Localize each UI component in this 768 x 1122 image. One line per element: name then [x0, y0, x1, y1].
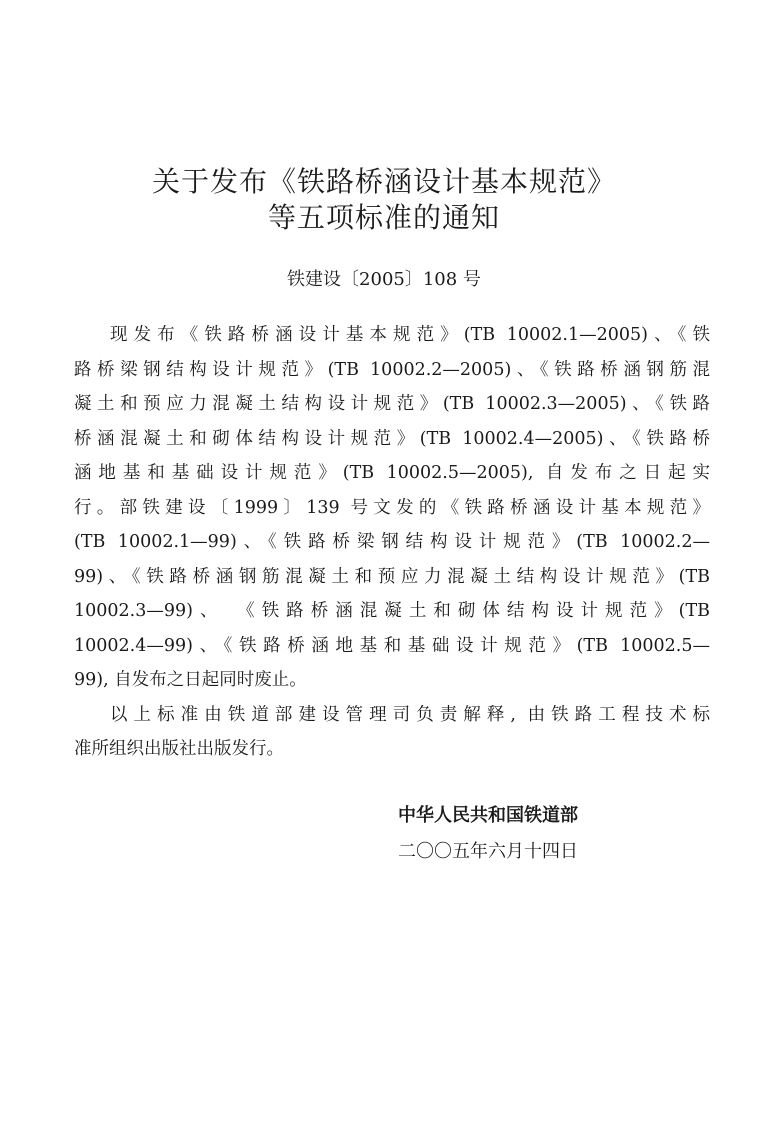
paragraph-1-line: 凝土和预应力混凝土结构设计规范》(TB 10002.3—2005)、《铁路	[74, 394, 710, 414]
paragraph-1-line: (TB 10002.1—99)、《铁路桥梁钢结构设计规范》(TB 10002.2—	[74, 532, 710, 552]
paragraph-2-line: 以上标准由铁道部建设管理司负责解释, 由铁路工程技术标	[110, 704, 710, 725]
paragraph-1-line: 99), 自发布之日起同时废止。	[74, 670, 307, 690]
paragraph-1-line: 现发布《铁路桥涵设计基本规范》(TB 10002.1—2005)、《铁	[110, 325, 710, 345]
notice-title-line-2: 等五项标准的通知	[267, 201, 500, 234]
paragraph-1-line: 涵地基和基础设计规范》(TB 10002.5—2005), 自发布之日起实	[74, 463, 710, 483]
notice-title-line-1: 关于发布《铁路桥涵设计基本规范》	[151, 165, 616, 198]
issuer-name: 中华人民共和国铁道部	[398, 805, 578, 826]
paragraph-1-line: 10002.4—99)、《铁路桥涵地基和基础设计规范》(TB 10002.5—	[74, 635, 710, 656]
paragraph-1-line: 行。部铁建设〔1999〕139 号文发的《铁路桥涵设计基本规范》	[74, 497, 710, 518]
document-number: 铁建设〔2005〕108 号	[287, 269, 481, 290]
issue-date: 二〇〇五年六月十四日	[398, 841, 578, 862]
paragraph-2-line: 准所组织出版社出版发行。	[74, 739, 284, 759]
notice-body	[74, 318, 710, 767]
paragraph-1-line: 桥涵混凝土和砌体结构设计规范》(TB 10002.4—2005)、《铁路桥	[74, 428, 710, 449]
paragraph-1-line: 99)、《铁路桥涵钢筋混凝土和预应力混凝土结构设计规范》(TB	[74, 566, 710, 587]
paragraph-1-line: 10002.3—99)、 《铁路桥涵混凝土和砌体结构设计规范》(TB	[74, 601, 710, 621]
paragraph-1-line: 路桥梁钢结构设计规范》(TB 10002.2—2005)、《铁路桥涵钢筋混	[74, 359, 710, 380]
